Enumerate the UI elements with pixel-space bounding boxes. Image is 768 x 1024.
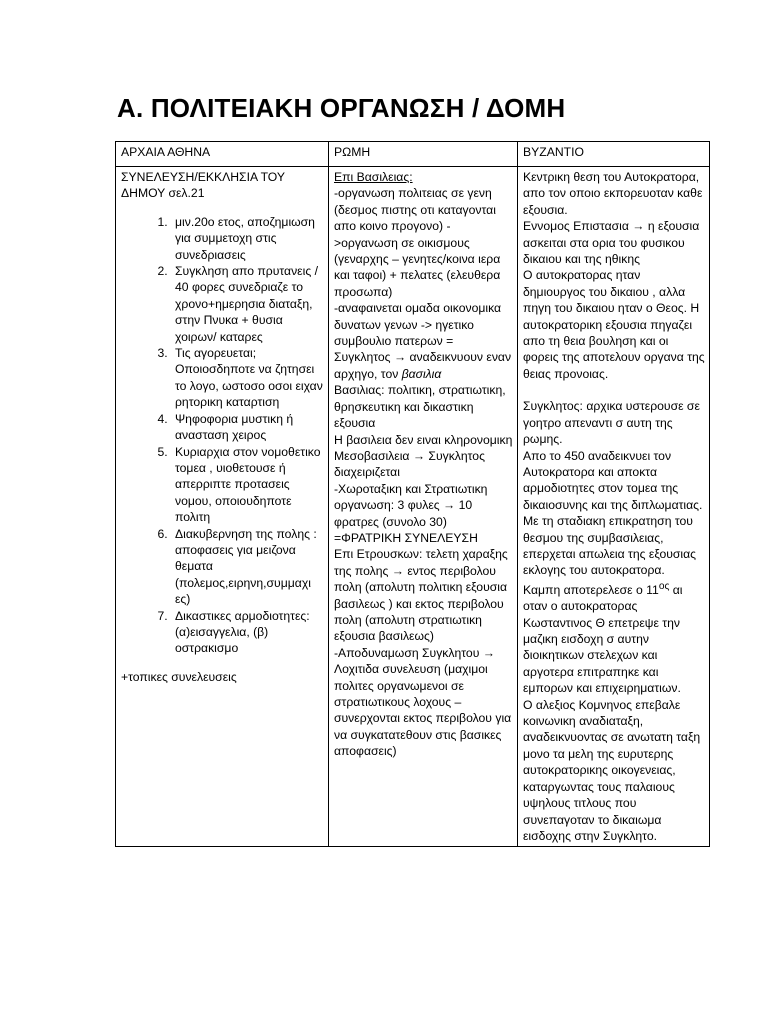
byzantium-para-7-end: αι οταν ο αυτοκρατορας Κωσταντινος Θ επετρεψε την μαζικη εισδοχη σ αυτην διοικητικων στελεχων και αργοτερα επιτραπηκε και εμπορων και επιχειρηματιων. <box>523 582 683 696</box>
rome-line-3: Βασιλιας: πολιτικη, στρατιωτικη, θρησκευτικη και δικαστικη εξουσια <box>334 383 506 431</box>
table-header-row <box>116 142 710 167</box>
rome-line-5: Μεσοβασιλεια → Συγκλητος διαχειριζεται <box>334 448 485 480</box>
header-rome: ΡΩΜΗ <box>329 142 518 167</box>
rome-heading: Επι Βασιλειας: <box>334 170 413 184</box>
comparison-table <box>115 141 710 847</box>
byzantium-para-4: Συγκλητος: αρχικα υστερουσε σε γοητρο απεναντι σ αυτη της ρωμης. <box>523 399 700 447</box>
table-row <box>116 167 710 847</box>
header-ancient-athens: ΑΡΧΑΙΑ ΑΘΗΝΑ <box>116 142 329 167</box>
rome-line-2-emphasis: βασιλια <box>401 366 442 381</box>
byzantium-para-7 <box>523 579 705 697</box>
list-item: 6. Διακυβερνηση της πολης : αποφασεις για μειζονα θεματα (πολεμος,ειρηνη,συμμαχι ες) <box>171 526 324 608</box>
list-item: 1. μιν.20ο ετος, αποζημιωση για συμμετοχη στις συνεδριασεις <box>171 214 324 263</box>
rome-line-4: Η βασιλεια δεν ειναι κληρονομικη <box>334 432 513 447</box>
byzantium-para-7-start: Καμπη αποτερελεσε ο 11 <box>523 582 659 597</box>
list-item: 4. Ψηφοφορια μυστικη ή ανασταση χειρος <box>171 411 324 444</box>
byzantium-para-3: Ο αυτοκρατορας ηταν δημιουργος του δικαιου , αλλα πηγη του δικαιου ηταν ο Θεος. Η αυτοκρατορικη εξουσια πηγαζει απο τη θεια βουληση και οι φορεις της αποτελουν οργανα της θειας προνοιας. <box>523 268 705 381</box>
rome-line-8: -Αποδυναμωση Συγκλητου → Λοχιτιδα συνελευση (μαχιμοι πολιτες οργανωμενοι σε στρατιωτικους λοχους – συνερχονται εκτος περιβολου για να συγκατατεθουν στις βασικες αποφασεις) <box>334 645 512 759</box>
rome-line-2 <box>334 300 513 382</box>
page-title: Α. ΠΟΛΙΤΕΙΑΚΗ ΟΡΓΑΝΩΣΗ / ΔΟΜΗ <box>117 93 566 123</box>
rome-line-6: -Χωροταξικη και Στρατιωτικη οργανωση: 3 φυλες → 10 φρατρες (συνολο 30) =ΦΡΑΤΡΙΚΗ ΣΥΝΕΛΕΥΣΗ <box>334 481 488 545</box>
list-item: 2. Συγκληση απο πρυτανεις / 40 φορες συνεδριαζε το χρονο+ημερησια διαταξη, στην Πνυκα + θυσια χοιρων/ καταρες <box>171 263 324 345</box>
athens-intro: ΣΥΝΕΛΕΥΣΗ/ΕΚΚΛΗΣΙΑ ΤΟΥ ΔΗΜΟΥ σελ.21 <box>121 170 285 201</box>
cell-byzantium <box>518 167 710 847</box>
rome-line-2-text: -αναφαινεται ομαδα οικονομικα δυνατων γενων -> ηγετικο συμβουλιο πατερων = Συγκλητος → αναδεικνυουν εναν αρχηγο, τον <box>334 301 512 381</box>
header-byzantium: ΒΥΖΑΝΤΙΟ <box>518 142 710 167</box>
blank-line <box>523 382 705 398</box>
byzantium-para-2: Εννομος Επιστασια → η εξουσια ασκειται στα ορια του φυσικου δικαιου και της ηθικης <box>523 219 700 267</box>
rome-line-7: Επι Ετρουσκων: τελετη χαραξης της πολης → εντος περιβολου πολη (απολυτη πολιτικη εξουσια βασιλεως ) και εκτος περιβολου πολη (απολυτη στρατιωτικη εξουσια βασιλεως) <box>334 547 508 644</box>
athens-list <box>121 214 324 657</box>
byzantium-para-1: Κεντρικη θεση του Αυτοκρατορα, απο τον οποιο εκπορευοταν καθε εξουσια. <box>523 170 703 217</box>
list-item: 3. Τις αγορευεται; Οποιοσδηποτε να ζητησει το λογο, ωστοσο οσοι ειχαν ρητορικη καταρτιση <box>171 345 324 411</box>
list-item: 5. Κυριαρχια στον νομοθετικο τομεα , υιοθετουσε ή απερριπτε προτασεις νομου, οποιουδηποτε πολιτη <box>171 444 324 526</box>
rome-line-1: -οργανωση πολιτειας σε γενη (δεσμος πιστης οτι καταγονται απο κοινο προγονο) ->οργανωση σε οικισμους (γεναρχης – γενητες/κοινα ιερα και ταφοι) + πελατες (ελευθερα προσωπα) <box>334 186 501 299</box>
athens-extra: +τοπικες συνελευσεις <box>121 669 237 684</box>
byzantium-para-7-sup: ος <box>658 580 670 592</box>
byzantium-para-6: Με τη σταδιακη επικρατηση του θεσμου της συμβασιλειας, επερχεται απωλεια της εξουσιας εκλογης του αυτοκρατορα. <box>523 514 697 578</box>
cell-rome <box>329 167 518 847</box>
byzantium-para-5: Απο το 450 αναδεικνυει τον Αυτοκρατορα και αποκτα αρμοδιοτητες στον τομεα της δικαιοσυνης και της διπλωματιας. <box>523 448 703 512</box>
list-item: 7. Δικαστικες αρμοδιοτητες: (α)εισαγγελια, (β) οστρακισμο <box>171 608 324 657</box>
byzantium-para-8: Ο αλεξιος Κομνηνος επεβαλε κοινωνικη αναδιαταξη, αναδεικνυοντας σε ανωτατη ταξη μονο τα μελη της ευρυτερης αυτοκρατορικης οικογενειας, καταργωντας τους παλαιους υψηλους τιτλους που συνεπαγοταν το δικαιωμα εισδοχης στην Συγκλητο. <box>523 697 701 843</box>
cell-athens <box>116 167 329 847</box>
